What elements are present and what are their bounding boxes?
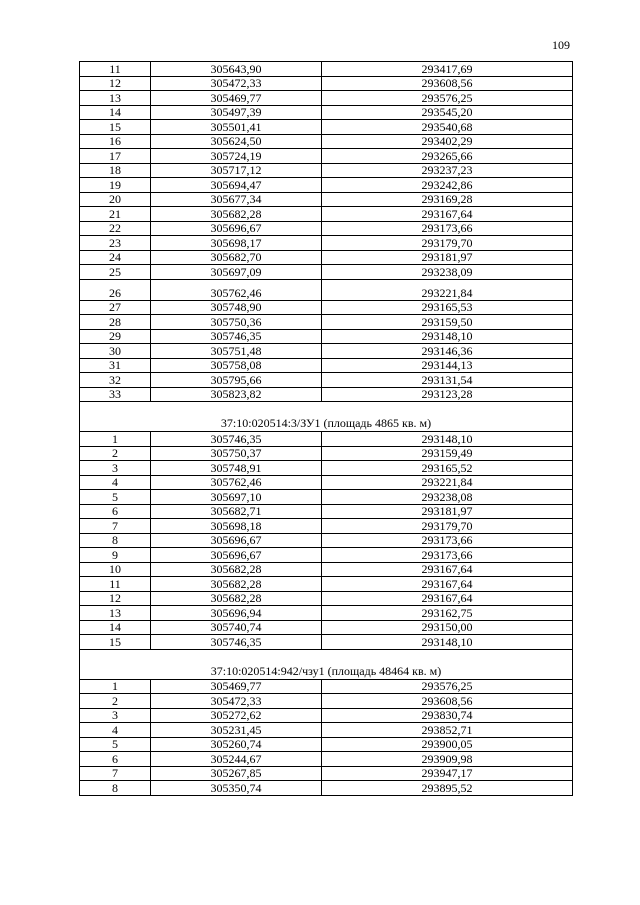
table-row: [80, 606, 573, 621]
point-number-cell: 24: [80, 250, 151, 265]
table-row: [80, 562, 573, 577]
x-coordinate-cell: 305682,28: [151, 562, 322, 577]
x-coordinate-cell: 305748,90: [151, 300, 322, 315]
y-coordinate-cell: 293221,84: [322, 475, 573, 490]
y-coordinate-cell: 293165,52: [322, 461, 573, 476]
point-number-cell: 23: [80, 236, 151, 251]
x-coordinate-cell: 305717,12: [151, 163, 322, 178]
y-coordinate-cell: 293909,98: [322, 752, 573, 767]
x-coordinate-cell: 305472,33: [151, 694, 322, 709]
point-number-cell: 17: [80, 149, 151, 164]
y-coordinate-cell: 293545,20: [322, 105, 573, 120]
x-coordinate-cell: 305696,67: [151, 221, 322, 236]
point-number-cell: 6: [80, 504, 151, 519]
table-row: [80, 387, 573, 402]
x-coordinate-cell: 305751,48: [151, 344, 322, 359]
table-row: [80, 490, 573, 505]
x-coordinate-cell: 305762,46: [151, 475, 322, 490]
point-number-cell: 21: [80, 207, 151, 222]
table-row: [80, 737, 573, 752]
point-number-cell: 13: [80, 606, 151, 621]
x-coordinate-cell: 305696,67: [151, 548, 322, 563]
y-coordinate-cell: 293238,09: [322, 265, 573, 280]
point-number-cell: 2: [80, 694, 151, 709]
x-coordinate-cell: 305244,67: [151, 752, 322, 767]
point-number-cell: 27: [80, 300, 151, 315]
y-coordinate-cell: 293852,71: [322, 723, 573, 738]
table-row: [80, 315, 573, 330]
table-row: [80, 577, 573, 592]
table-row: [80, 679, 573, 694]
y-coordinate-cell: 293159,49: [322, 446, 573, 461]
point-number-cell: 8: [80, 533, 151, 548]
y-coordinate-cell: 293131,54: [322, 373, 573, 388]
point-number-cell: 11: [80, 62, 151, 77]
point-number-cell: 12: [80, 76, 151, 91]
section-header-row: [80, 402, 573, 432]
point-number-cell: 4: [80, 475, 151, 490]
point-number-cell: 25: [80, 265, 151, 280]
table-row: [80, 548, 573, 563]
table-row: [80, 250, 573, 265]
table-row: [80, 329, 573, 344]
point-number-cell: 18: [80, 163, 151, 178]
table-row: [80, 432, 573, 447]
x-coordinate-cell: 305746,35: [151, 635, 322, 650]
x-coordinate-cell: 305698,18: [151, 519, 322, 534]
point-number-cell: 16: [80, 134, 151, 149]
point-number-cell: 33: [80, 387, 151, 402]
table-row: [80, 120, 573, 135]
table-row: [80, 635, 573, 650]
x-coordinate-cell: 305698,17: [151, 236, 322, 251]
x-coordinate-cell: 305795,66: [151, 373, 322, 388]
y-coordinate-cell: 293237,23: [322, 163, 573, 178]
point-number-cell: 31: [80, 358, 151, 373]
y-coordinate-cell: 293167,64: [322, 591, 573, 606]
point-number-cell: 12: [80, 591, 151, 606]
y-coordinate-cell: 293179,70: [322, 236, 573, 251]
y-coordinate-cell: 293238,08: [322, 490, 573, 505]
point-number-cell: 5: [80, 737, 151, 752]
table-row: [80, 591, 573, 606]
table-row: [80, 358, 573, 373]
point-number-cell: 20: [80, 192, 151, 207]
table-row: [80, 752, 573, 767]
point-number-cell: 2: [80, 446, 151, 461]
coordinates-table: [79, 61, 573, 796]
y-coordinate-cell: 293417,69: [322, 62, 573, 77]
x-coordinate-cell: 305746,35: [151, 329, 322, 344]
x-coordinate-cell: 305472,33: [151, 76, 322, 91]
table-row: [80, 504, 573, 519]
y-coordinate-cell: 293242,86: [322, 178, 573, 193]
y-coordinate-cell: 293144,13: [322, 358, 573, 373]
x-coordinate-cell: 305746,35: [151, 432, 322, 447]
y-coordinate-cell: 293895,52: [322, 781, 573, 796]
y-coordinate-cell: 293608,56: [322, 694, 573, 709]
point-number-cell: 7: [80, 766, 151, 781]
y-coordinate-cell: 293402,29: [322, 134, 573, 149]
point-number-cell: 5: [80, 490, 151, 505]
y-coordinate-cell: 293169,28: [322, 192, 573, 207]
y-coordinate-cell: 293947,17: [322, 766, 573, 781]
y-coordinate-cell: 293181,97: [322, 250, 573, 265]
y-coordinate-cell: 293540,68: [322, 120, 573, 135]
section-header-row: [80, 649, 573, 679]
table-row: [80, 149, 573, 164]
y-coordinate-cell: 293150,00: [322, 620, 573, 635]
x-coordinate-cell: 305231,45: [151, 723, 322, 738]
y-coordinate-cell: 293167,64: [322, 562, 573, 577]
table-row: [80, 279, 573, 300]
point-number-cell: 28: [80, 315, 151, 330]
coordinates-table-body: [80, 62, 573, 796]
point-number-cell: 3: [80, 708, 151, 723]
point-number-cell: 10: [80, 562, 151, 577]
x-coordinate-cell: 305643,90: [151, 62, 322, 77]
table-row: [80, 265, 573, 280]
x-coordinate-cell: 305677,34: [151, 192, 322, 207]
table-row: [80, 76, 573, 91]
table-row: [80, 519, 573, 534]
y-coordinate-cell: 293159,50: [322, 315, 573, 330]
point-number-cell: 9: [80, 548, 151, 563]
table-row: [80, 694, 573, 709]
table-row: [80, 446, 573, 461]
point-number-cell: 6: [80, 752, 151, 767]
point-number-cell: 32: [80, 373, 151, 388]
y-coordinate-cell: 293165,53: [322, 300, 573, 315]
x-coordinate-cell: 305748,91: [151, 461, 322, 476]
point-number-cell: 3: [80, 461, 151, 476]
y-coordinate-cell: 293148,10: [322, 432, 573, 447]
x-coordinate-cell: 305267,85: [151, 766, 322, 781]
table-row: [80, 781, 573, 796]
x-coordinate-cell: 305501,41: [151, 120, 322, 135]
x-coordinate-cell: 305272,62: [151, 708, 322, 723]
y-coordinate-cell: 293221,84: [322, 279, 573, 300]
x-coordinate-cell: 305350,74: [151, 781, 322, 796]
x-coordinate-cell: 305469,77: [151, 679, 322, 694]
y-coordinate-cell: 293167,64: [322, 207, 573, 222]
y-coordinate-cell: 293167,64: [322, 577, 573, 592]
y-coordinate-cell: 293148,10: [322, 635, 573, 650]
point-number-cell: 15: [80, 120, 151, 135]
table-row: [80, 533, 573, 548]
section-title: 37:10:020514:942/чзу1 (площадь 48464 кв. м): [80, 649, 573, 679]
point-number-cell: 29: [80, 329, 151, 344]
table-row: [80, 221, 573, 236]
table-row: [80, 192, 573, 207]
y-coordinate-cell: 293146,36: [322, 344, 573, 359]
y-coordinate-cell: 293576,25: [322, 91, 573, 106]
point-number-cell: 4: [80, 723, 151, 738]
point-number-cell: 7: [80, 519, 151, 534]
y-coordinate-cell: 293173,66: [322, 548, 573, 563]
x-coordinate-cell: 305682,28: [151, 207, 322, 222]
table-row: [80, 163, 573, 178]
x-coordinate-cell: 305694,47: [151, 178, 322, 193]
point-number-cell: 15: [80, 635, 151, 650]
table-row: [80, 461, 573, 476]
table-row: [80, 373, 573, 388]
point-number-cell: 22: [80, 221, 151, 236]
x-coordinate-cell: 305758,08: [151, 358, 322, 373]
point-number-cell: 30: [80, 344, 151, 359]
y-coordinate-cell: 293173,66: [322, 221, 573, 236]
x-coordinate-cell: 305823,82: [151, 387, 322, 402]
y-coordinate-cell: 293148,10: [322, 329, 573, 344]
point-number-cell: 19: [80, 178, 151, 193]
x-coordinate-cell: 305750,36: [151, 315, 322, 330]
table-row: [80, 708, 573, 723]
table-row: [80, 91, 573, 106]
y-coordinate-cell: 293162,75: [322, 606, 573, 621]
y-coordinate-cell: 293608,56: [322, 76, 573, 91]
x-coordinate-cell: 305697,10: [151, 490, 322, 505]
table-row: [80, 723, 573, 738]
point-number-cell: 14: [80, 105, 151, 120]
y-coordinate-cell: 293123,28: [322, 387, 573, 402]
x-coordinate-cell: 305624,50: [151, 134, 322, 149]
table-row: [80, 105, 573, 120]
x-coordinate-cell: 305762,46: [151, 279, 322, 300]
x-coordinate-cell: 305682,28: [151, 591, 322, 606]
table-row: [80, 620, 573, 635]
x-coordinate-cell: 305740,74: [151, 620, 322, 635]
x-coordinate-cell: 305696,94: [151, 606, 322, 621]
x-coordinate-cell: 305260,74: [151, 737, 322, 752]
x-coordinate-cell: 305682,71: [151, 504, 322, 519]
x-coordinate-cell: 305682,70: [151, 250, 322, 265]
x-coordinate-cell: 305697,09: [151, 265, 322, 280]
table-row: [80, 178, 573, 193]
table-row: [80, 134, 573, 149]
x-coordinate-cell: 305469,77: [151, 91, 322, 106]
y-coordinate-cell: 293900,05: [322, 737, 573, 752]
table-row: [80, 300, 573, 315]
table-row: [80, 62, 573, 77]
page-number: 109: [552, 38, 570, 52]
point-number-cell: 1: [80, 679, 151, 694]
section-title: 37:10:020514:3/ЗУ1 (площадь 4865 кв. м): [80, 402, 573, 432]
x-coordinate-cell: 305750,37: [151, 446, 322, 461]
table-row: [80, 236, 573, 251]
x-coordinate-cell: 305696,67: [151, 533, 322, 548]
table-row: [80, 766, 573, 781]
y-coordinate-cell: 293265,66: [322, 149, 573, 164]
point-number-cell: 13: [80, 91, 151, 106]
y-coordinate-cell: 293576,25: [322, 679, 573, 694]
x-coordinate-cell: 305682,28: [151, 577, 322, 592]
point-number-cell: 8: [80, 781, 151, 796]
x-coordinate-cell: 305724,19: [151, 149, 322, 164]
point-number-cell: 11: [80, 577, 151, 592]
table-row: [80, 475, 573, 490]
y-coordinate-cell: 293181,97: [322, 504, 573, 519]
x-coordinate-cell: 305497,39: [151, 105, 322, 120]
y-coordinate-cell: 293179,70: [322, 519, 573, 534]
y-coordinate-cell: 293830,74: [322, 708, 573, 723]
point-number-cell: 14: [80, 620, 151, 635]
table-row: [80, 207, 573, 222]
y-coordinate-cell: 293173,66: [322, 533, 573, 548]
point-number-cell: 26: [80, 279, 151, 300]
point-number-cell: 1: [80, 432, 151, 447]
table-row: [80, 344, 573, 359]
